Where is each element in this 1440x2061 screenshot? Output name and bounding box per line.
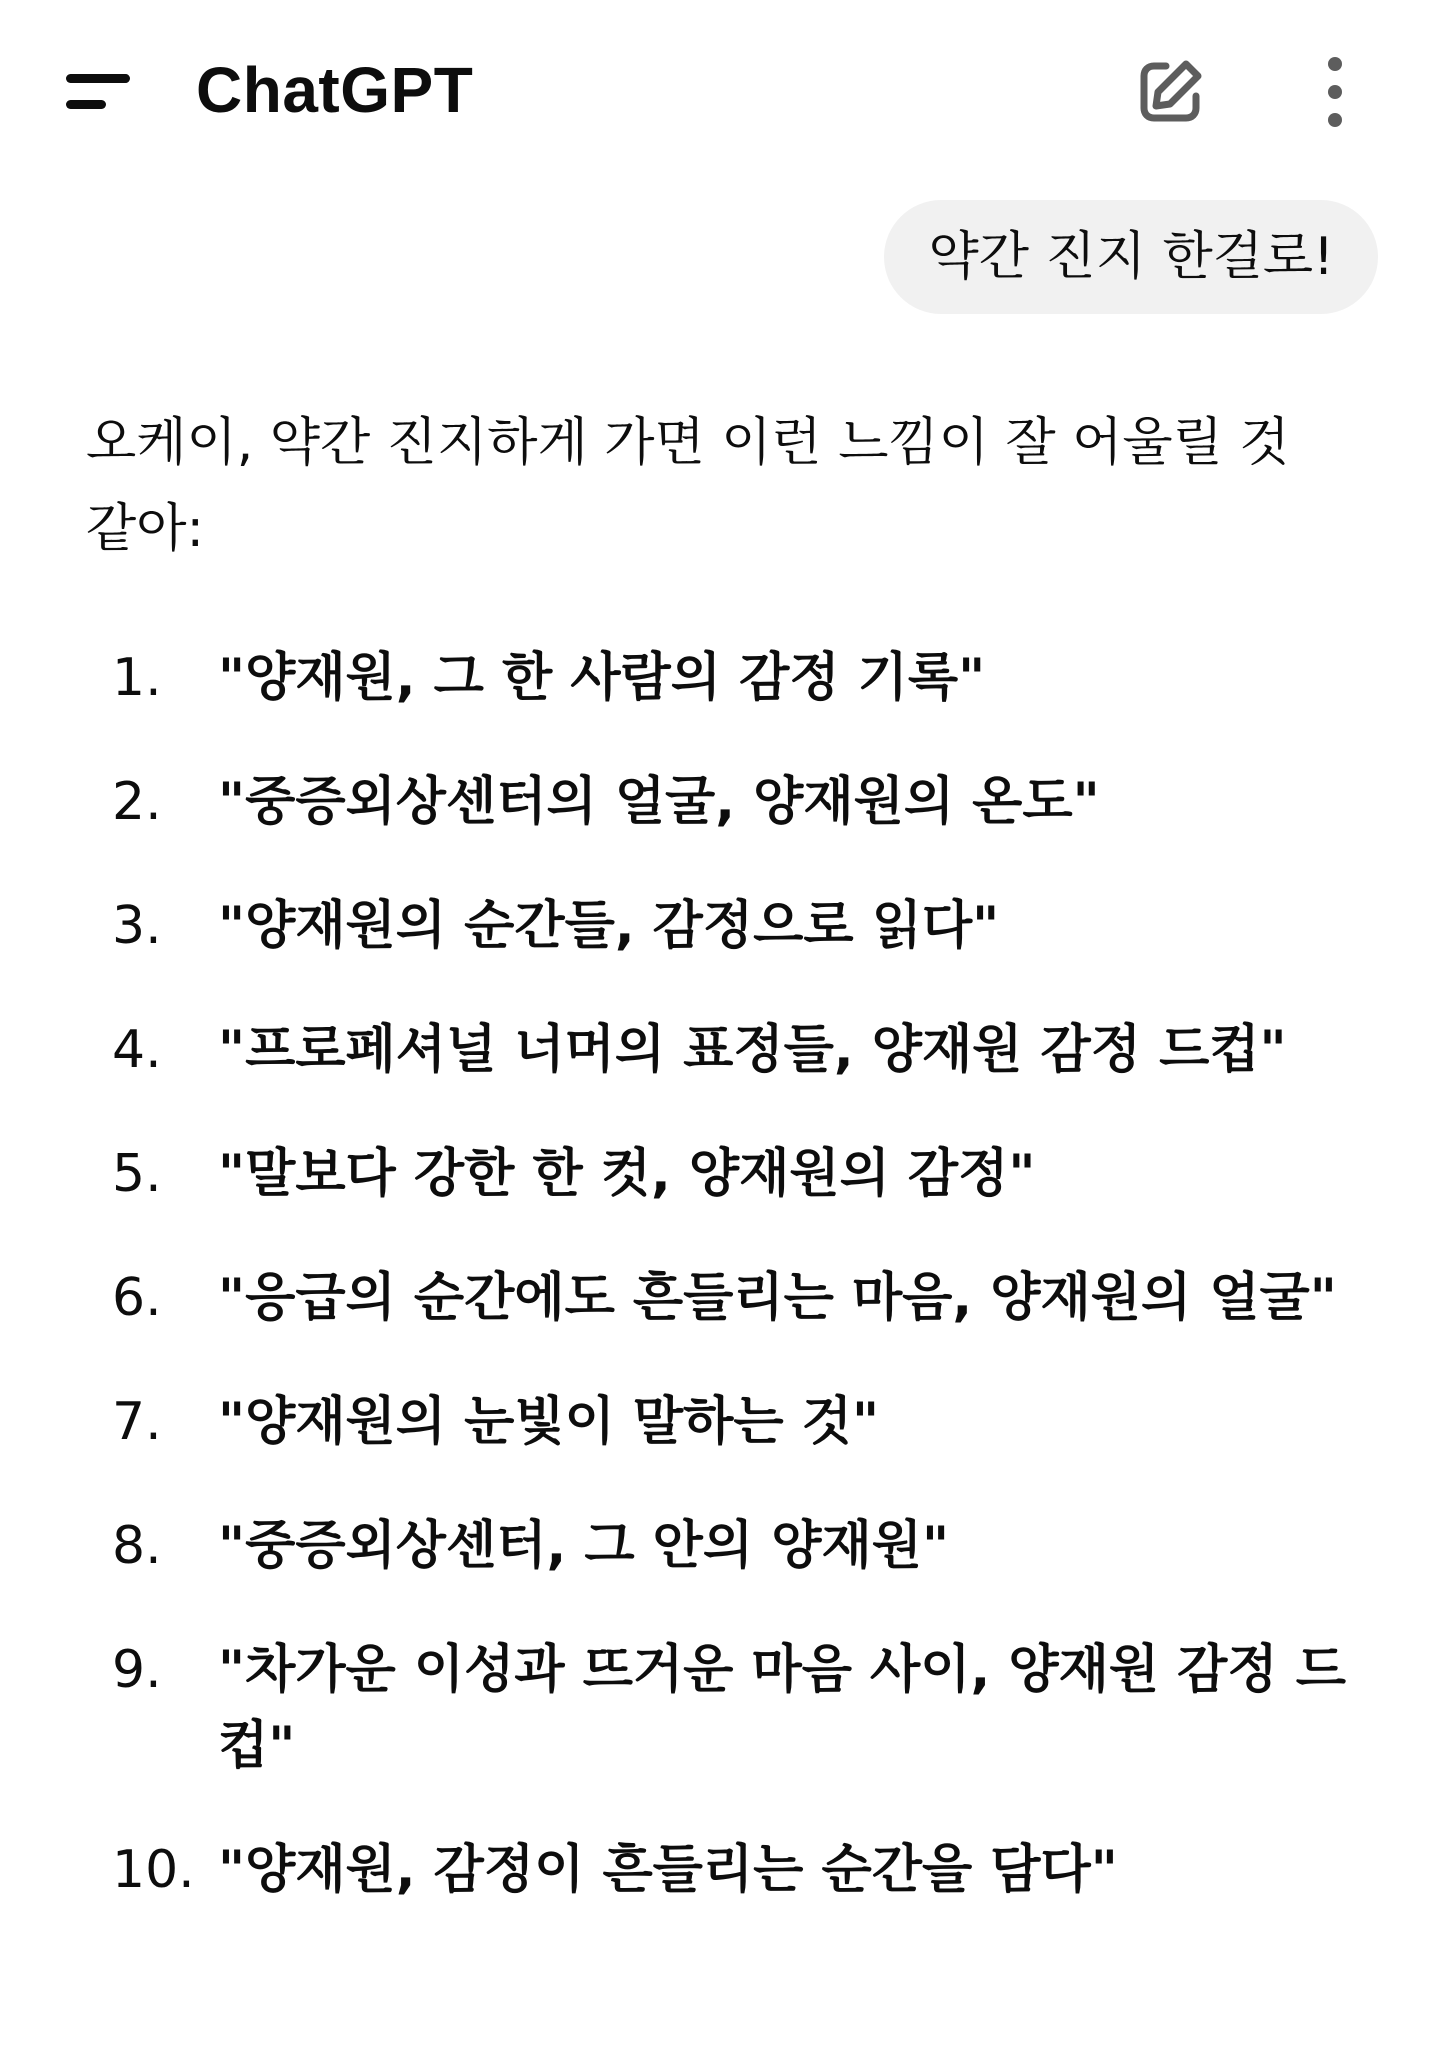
edit-pencil-icon — [1130, 52, 1210, 132]
list-item-text: "말보다 강한 한 컷, 양재원의 감정" — [218, 1144, 1036, 1204]
list-item — [0, 1384, 1440, 1460]
top-app-bar — [0, 0, 1440, 180]
list-item-number: 3. — [112, 896, 162, 956]
menu-icon[interactable] — [58, 60, 138, 120]
list-item-text: "중증외상센터, 그 안의 양재원" — [218, 1516, 950, 1576]
new-chat-edit-icon[interactable] — [1130, 52, 1210, 132]
list-item-text: "중증외상센터의 얼굴, 양재원의 온도" — [218, 772, 1100, 832]
list-item-number: 1. — [112, 648, 162, 708]
list-item — [0, 1632, 1440, 1784]
list-item-number: 5. — [112, 1144, 162, 1204]
list-item-number: 7. — [112, 1392, 162, 1452]
list-item-number: 6. — [112, 1268, 162, 1328]
list-item — [0, 1136, 1440, 1212]
list-item-text: "양재원의 순간들, 감정으로 읽다" — [218, 896, 1000, 956]
assistant-intro-text: 오케이, 약간 진지하게 가면 이런 느낌이 잘 어울릴 것 같아: — [86, 413, 1290, 559]
list-item-text: "프로페셔널 너머의 표정들, 양재원 감정 드컵" — [218, 1020, 1287, 1080]
list-item-text: "양재원, 그 한 사람의 감정 기록" — [218, 648, 986, 708]
list-item-number: 8. — [112, 1516, 162, 1576]
list-item-text: "양재원의 눈빛이 말하는 것" — [218, 1392, 880, 1452]
list-item-number: 10. — [112, 1840, 195, 1900]
list-item-text: "응급의 순간에도 흔들리는 마음, 양재원의 얼굴" — [218, 1268, 1337, 1328]
app-title: ChatGPT — [196, 54, 474, 126]
more-vertical-icon — [1300, 52, 1370, 132]
list-item-text: "양재원, 감정이 흔들리는 순간을 담다" — [218, 1840, 1118, 1900]
list-item — [0, 640, 1440, 716]
more-options-button[interactable] — [1300, 52, 1370, 132]
list-item — [0, 1012, 1440, 1088]
list-item-number: 9. — [112, 1640, 162, 1700]
assistant-title-list — [0, 640, 1440, 1956]
list-item — [0, 1832, 1440, 1908]
list-item-number: 4. — [112, 1020, 162, 1080]
list-item — [0, 1508, 1440, 1584]
menu-icon-line-top — [66, 74, 130, 83]
list-item — [0, 764, 1440, 840]
user-message-bubble: 약간 진지 한걸로! — [884, 200, 1378, 314]
list-item-number: 2. — [112, 772, 162, 832]
list-item-text: "차가운 이성과 뜨거운 마음 사이, 양재원 감정 드컵" — [218, 1640, 1346, 1776]
list-item — [0, 1260, 1440, 1336]
menu-icon-line-bottom — [66, 100, 106, 109]
list-item — [0, 888, 1440, 964]
